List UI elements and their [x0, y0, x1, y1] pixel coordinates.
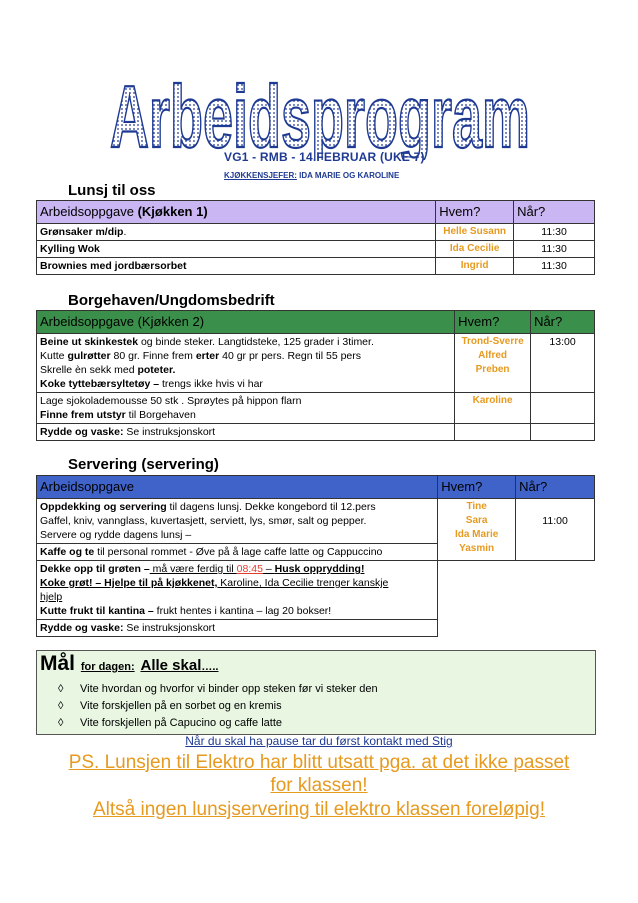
col-when: Når?: [516, 476, 595, 499]
table-row: Lage sjokolademousse 50 stk . Sprøytes på hippon flarn Finne frem utstyr til Borgehaven Karoline: [37, 393, 595, 424]
list-item: ◊ Vite forskjellen på en sorbet og en kremis: [58, 700, 282, 712]
borgehaven-table: [36, 310, 595, 441]
table-row: Rydde og vaske: Se instruksjonskort: [37, 424, 595, 441]
diamond-bullet-icon: ◊: [58, 700, 64, 712]
pause-note: Når du skal ha pause tar du først kontakt med Stig: [185, 734, 453, 748]
table-header: [37, 201, 595, 224]
col-who: Hvem?: [438, 476, 516, 499]
diamond-bullet-icon: ◊: [58, 683, 64, 695]
ps-note-line1: PS. Lunsjen til Elektro har blitt utsatt pga. at det ikke passet: [68, 752, 570, 773]
kitchen-chiefs-label: KJØKKENSJEFER:: [224, 171, 297, 180]
table-header: [37, 476, 595, 499]
table-row: Kylling Wok Ida Cecilie 11:30: [37, 241, 595, 258]
diamond-bullet-icon: ◊: [58, 717, 64, 729]
list-item: ◊ Vite forskjellen på Capucino og caffe latte: [58, 717, 283, 729]
col-when: Når?: [531, 311, 595, 334]
section-heading-lunsj: Lunsj til oss: [68, 182, 156, 199]
subtitle: VG1 - RMB - 14.FEBRUAR (UKE 7): [224, 150, 425, 164]
table-row: Brownies med jordbærsorbet Ingrid 11:30: [37, 258, 595, 275]
col-when: Når?: [514, 201, 595, 224]
page-title: [100, 55, 540, 160]
table-row: Grønsaker m/dip. Helle Susann 11:30: [37, 224, 595, 241]
list-item: ◊ Vite hvordan og hvorfor vi binder opp steken før vi steker den: [58, 683, 378, 695]
kitchen-chiefs-names: IDA MARIE OG KAROLINE: [299, 171, 400, 180]
col-who: Hvem?: [436, 201, 514, 224]
table-row: Kaffe og te til personal rommet - Øve på å lage caffe latte og Cappuccino: [37, 544, 595, 561]
section-heading-servering: Servering (servering): [68, 456, 219, 473]
col-task: Arbeidsoppgave (Kjøkken 2): [37, 311, 455, 334]
kitchen-chiefs: [224, 171, 399, 180]
table-row: Oppdekking og servering til dagens lunsj. Dekke kongebord til 12.pers Gaffel, kniv, vannglass, kuvertasjett, serviett, lys, smør, salt og pepper. Servere og rydde dagens lunsj – Tine Sara Ida Marie Yasmin 11:00: [37, 499, 595, 544]
table-row: Beine ut skinkestek og binde steker. Langtidsteke, 125 grader i 3timer. Kutte gulrøtter 80 gr. Finne frem erter 40 gr pr pers. Regn til 55 pers Skrelle èn sekk med poteter. Koke tyttebærsyltetøy – trengs ikke hvis vi har Trond-Sverre Alfred Preben 13:00: [37, 334, 595, 393]
ps-note-line2: for klassen!: [270, 775, 368, 796]
table-row: Rydde og vaske: Se instruksjonskort: [37, 620, 595, 637]
ps-note-line3: Altså ingen lunsjservering til elektro klassen foreløpig!: [93, 799, 545, 820]
lunsj-table: [36, 200, 595, 275]
col-task: Arbeidsoppgave: [37, 476, 438, 499]
servering-table: [36, 475, 595, 637]
goals-heading: Mål for dagen: Alle skal…..: [40, 652, 219, 675]
section-heading-borgehaven: Borgehaven/Ungdomsbedrift: [68, 292, 275, 309]
col-task: Arbeidsoppgave (Kjøkken 1): [37, 201, 436, 224]
table-row: Dekke opp til grøten – må være ferdig til 08:45 – Husk opprydding! Koke grøt! – Hjelpe til på kjøkkenet, Karoline, Ida Cecilie trenger kanskje hjelp Kutte frukt til kantina – frukt hentes i kantina – lag 20 bokser!: [37, 561, 595, 620]
col-who: Hvem?: [455, 311, 531, 334]
title-text: Arbeidsprogram: [110, 67, 530, 160]
table-header: [37, 311, 595, 334]
